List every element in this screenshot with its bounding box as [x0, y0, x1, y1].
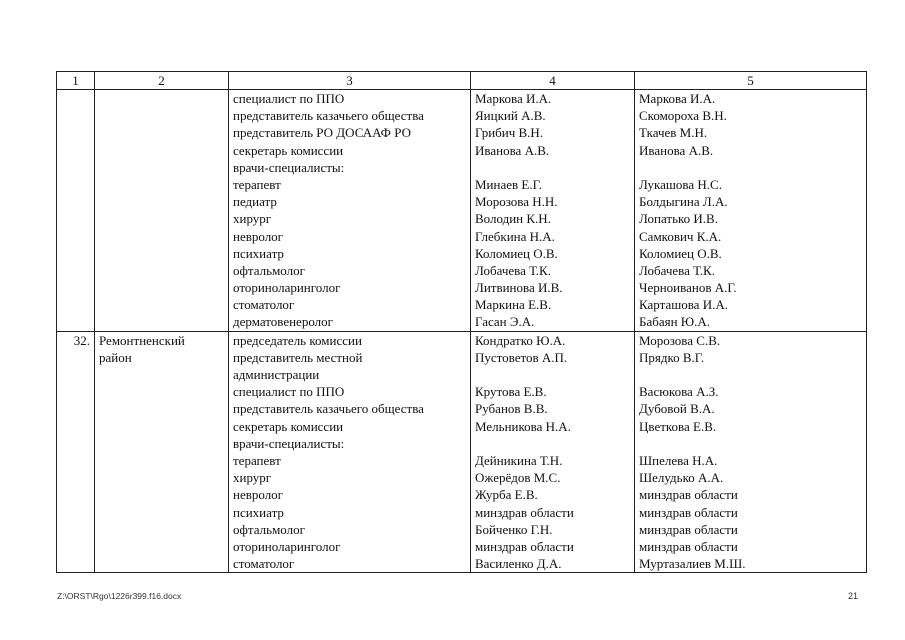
cell-line: Коломиец О.В.: [475, 245, 558, 261]
file-path: Z:\ORST\Rgo\1226r399.f16.docx: [57, 591, 182, 601]
cell-line: офтальмолог: [233, 262, 305, 278]
cell-line: минздрав области: [639, 504, 738, 520]
commission-table: [56, 71, 867, 573]
cell-line: Маркина Е.В.: [475, 297, 552, 313]
cell-line: Муртазалиев М.Ш.: [639, 556, 746, 572]
cell-line: Ткачев М.Н.: [639, 125, 708, 141]
roles-cell: [229, 90, 471, 332]
cell-line: офтальмолог: [233, 521, 305, 537]
cell-line: Иванова А.В.: [475, 142, 550, 158]
cell-line: Минаев Е.Г.: [475, 176, 542, 192]
cell-line: [639, 366, 862, 383]
header-row: [57, 72, 867, 90]
cell-line: Шелудько А.А.: [639, 470, 724, 486]
cell-line: секретарь комиссии: [233, 142, 344, 158]
cell-line: психиатр: [233, 245, 284, 261]
cell-line: стоматолог: [233, 297, 295, 313]
cell-line: Ремонтненский: [99, 332, 185, 348]
cell-line: секретарь комиссии: [233, 418, 344, 434]
roles-cell: [229, 331, 471, 573]
cell-line: Морозова С.В.: [639, 332, 721, 348]
cell-line: оториноларинголог: [233, 280, 341, 296]
cell-line: Лобачева Т.К.: [475, 262, 551, 278]
cell-line: педиатр: [233, 194, 277, 210]
cell-line: Самкович К.А.: [639, 228, 722, 244]
cell-line: представитель казачьего общества: [233, 401, 424, 417]
header-col-4: 4: [471, 72, 635, 90]
cell-line: Прядко В.Г.: [639, 349, 705, 365]
cell-line: невролог: [233, 487, 284, 503]
cell-line: представитель РО ДОСААФ РО: [233, 125, 411, 141]
cell-line: Лукашова Н.С.: [639, 176, 722, 192]
header-col-1: 1: [57, 72, 95, 90]
cell-line: [639, 435, 862, 452]
cell-line: Мельникова Н.А.: [475, 418, 571, 434]
cell-line: Лобачева Т.К.: [639, 262, 715, 278]
cell-line: специалист по ППО: [233, 384, 345, 400]
cell-line: представитель местной: [233, 349, 363, 365]
cell-line: хирург: [233, 211, 272, 227]
cell-line: Морозова Н.Н.: [475, 194, 558, 210]
cell-line: представитель казачьего общества: [233, 108, 424, 124]
cell-line: Маркова И.А.: [475, 91, 552, 106]
cell-line: администрации: [233, 367, 320, 382]
cell-line: Бойченко Г.Н.: [475, 521, 553, 537]
cell-line: стоматолог: [233, 556, 295, 572]
cell-line: Пустоветов А.П.: [475, 349, 568, 365]
cell-line: Коломиец О.В.: [639, 245, 722, 261]
cell-line: Яицкий А.В.: [475, 108, 546, 124]
main-members-cell: [471, 90, 635, 332]
cell-line: [639, 159, 862, 176]
cell-line: Маркова И.А.: [639, 91, 716, 106]
cell-line: [475, 366, 630, 383]
cell-line: Лопатько И.В.: [639, 211, 718, 227]
row-number: [57, 90, 95, 332]
cell-line: Грибич В.Н.: [475, 125, 544, 141]
cell-line: врачи-специалисты:: [233, 435, 345, 451]
page-number: 21: [848, 591, 859, 601]
cell-line: Карташова И.А.: [639, 297, 728, 313]
cell-line: терапевт: [233, 452, 281, 468]
cell-line: Васюкова А.З.: [639, 384, 719, 400]
cell-line: Бабаян Ю.А.: [639, 314, 711, 330]
cell-line: [475, 159, 630, 176]
district-cell: [95, 331, 229, 573]
cell-line: Володин К.Н.: [475, 211, 551, 227]
cell-line: дерматовенеролог: [233, 314, 333, 330]
cell-line: Черноиванов А.Г.: [639, 280, 737, 296]
cell-line: хирург: [233, 470, 272, 486]
header-col-5: 5: [635, 72, 867, 90]
header-col-3: 3: [229, 72, 471, 90]
cell-line: минздрав области: [639, 538, 738, 554]
cell-line: Василенко Д.А.: [475, 556, 562, 572]
cell-line: минздрав области: [475, 504, 574, 520]
cell-line: Кондратко Ю.А.: [475, 332, 566, 348]
cell-line: Болдыгина Л.А.: [639, 194, 728, 210]
cell-line: Шпелева Н.А.: [639, 452, 718, 468]
cell-line: [475, 435, 630, 452]
cell-line: Крутова Е.В.: [475, 384, 547, 400]
cell-line: психиатр: [233, 504, 284, 520]
cell-line: Дейникина Т.Н.: [475, 452, 563, 468]
header-col-2: 2: [95, 72, 229, 90]
cell-line: терапевт: [233, 176, 281, 192]
cell-line: специалист по ППО: [233, 91, 345, 106]
cell-line: минздрав области: [639, 521, 738, 537]
cell-line: минздрав области: [475, 538, 574, 554]
row-number: 32.: [57, 331, 95, 573]
main-members-cell: [471, 331, 635, 573]
cell-line: Иванова А.В.: [639, 142, 714, 158]
reserve-members-cell: [635, 331, 867, 573]
cell-line: невролог: [233, 228, 284, 244]
cell-line: председатель комиссии: [233, 332, 362, 348]
cell-line: Скомороха В.Н.: [639, 108, 727, 124]
cell-line: район: [99, 349, 132, 365]
cell-line: оториноларинголог: [233, 538, 341, 554]
table-row: [57, 90, 867, 332]
cell-line: Гасан Э.А.: [475, 314, 535, 330]
reserve-members-cell: [635, 90, 867, 332]
cell-line: Дубовой В.А.: [639, 401, 715, 417]
cell-line: минздрав области: [639, 487, 738, 503]
cell-line: Глебкина Н.А.: [475, 228, 555, 244]
cell-line: врачи-специалисты:: [233, 159, 345, 175]
cell-line: Рубанов В.В.: [475, 401, 548, 417]
district-cell: [95, 90, 229, 332]
cell-line: Литвинова И.В.: [475, 280, 563, 296]
table-row: [57, 331, 867, 573]
cell-line: Цветкова Е.В.: [639, 418, 717, 434]
cell-line: Журба Е.В.: [475, 487, 538, 503]
cell-line: Ожерёдов М.С.: [475, 470, 561, 486]
